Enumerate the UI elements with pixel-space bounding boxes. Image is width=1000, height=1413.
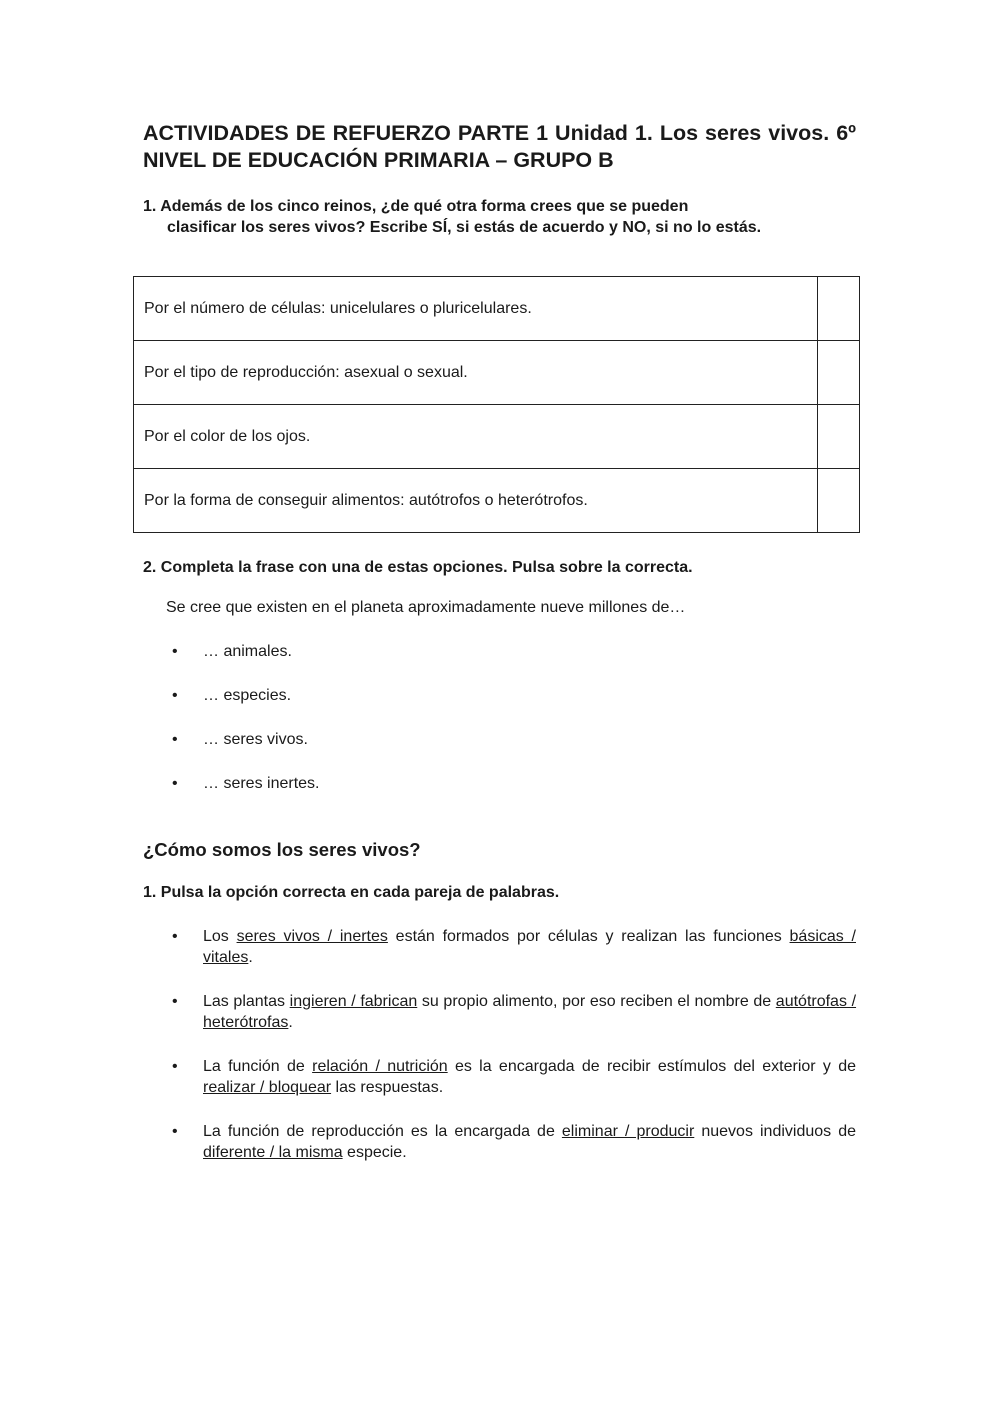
question-1-line2: clasificar los seres vivos? Escribe SÍ, si estás de acuerdo y NO, si no lo estás. [167,219,762,236]
table-row [134,405,860,469]
table-cell-text: Por el tipo de reproducción: asexual o sexual. [134,341,818,405]
word-pair-option[interactable]: seres vivos / inertes [236,928,388,945]
word-pairs-list [172,926,856,1186]
list-item [172,926,856,991]
list-item [172,1121,856,1186]
option-animales[interactable]: • … animales. [172,642,319,686]
list-item [172,1056,856,1121]
answer-box[interactable] [818,405,860,469]
list-item [172,991,856,1056]
word-pair-option[interactable]: relación / nutrición [312,1058,448,1075]
table-cell-text: Por el color de los ojos. [134,405,818,469]
item-text: están formados por células y realizan las funciones [387,928,790,945]
answer-box[interactable] [818,277,860,341]
table-row [134,277,860,341]
option-seres-vivos[interactable]: • … seres vivos. [172,730,319,774]
item-text: . [248,949,253,966]
page-title: ACTIVIDADES DE REFUERZO PARTE 1 Unidad 1. Los seres vivos. 6º NIVEL DE EDUCACIÓN PRIMARIA – GRUPO B [143,121,856,172]
item-text: La función de reproducción es la encargada de [203,1123,562,1140]
option-especies[interactable]: • … especies. [172,686,319,730]
question-1-line1: 1. Además de los cinco reinos, ¿de qué otra forma crees que se pueden [143,198,689,215]
item-text: Los [203,928,237,945]
table-cell-text: Por el número de células: unicelulares o pluricelulares. [134,277,818,341]
option-seres-inertes[interactable]: • … seres inertes. [172,774,319,818]
table-row [134,469,860,533]
item-text: las respuestas. [331,1079,444,1096]
table-row [134,341,860,405]
word-pair-option[interactable]: eliminar / producir [561,1123,695,1140]
word-pair-option[interactable]: autótrofas / heterótrofas [203,993,857,1031]
question-2-sentence: Se cree que existen en el planeta aproximadamente nueve millones de… [166,599,686,616]
question-2-options [172,642,319,818]
table-cell-text: Por la forma de conseguir alimentos: autótrofos o heterótrofos. [134,469,818,533]
question-2-heading: 2. Completa la frase con una de estas opciones. Pulsa sobre la correcta. [143,559,693,576]
item-text: su propio alimento, por eso reciben el nombre de [417,993,776,1010]
item-text: Las plantas [203,993,290,1010]
item-text: es la encargada de recibir estímulos del exterior y de [447,1058,857,1075]
answer-box[interactable] [818,469,860,533]
word-pair-option[interactable]: realizar / bloquear [203,1079,332,1096]
classification-table [133,276,860,533]
section-title: ¿Cómo somos los seres vivos? [143,839,421,860]
item-text: . [288,1014,293,1031]
word-pair-option[interactable]: básicas / vitales [203,928,856,966]
item-text: nuevos individuos de [694,1123,857,1140]
answer-box[interactable] [818,341,860,405]
question-1-heading [143,196,856,238]
word-pair-option[interactable]: ingieren / fabrican [289,993,418,1010]
word-pair-option[interactable]: diferente / la misma [203,1144,343,1161]
section-question-heading: 1. Pulsa la opción correcta en cada pareja de palabras. [143,884,560,901]
item-text: La función de [203,1058,313,1075]
item-text: especie. [342,1144,407,1161]
